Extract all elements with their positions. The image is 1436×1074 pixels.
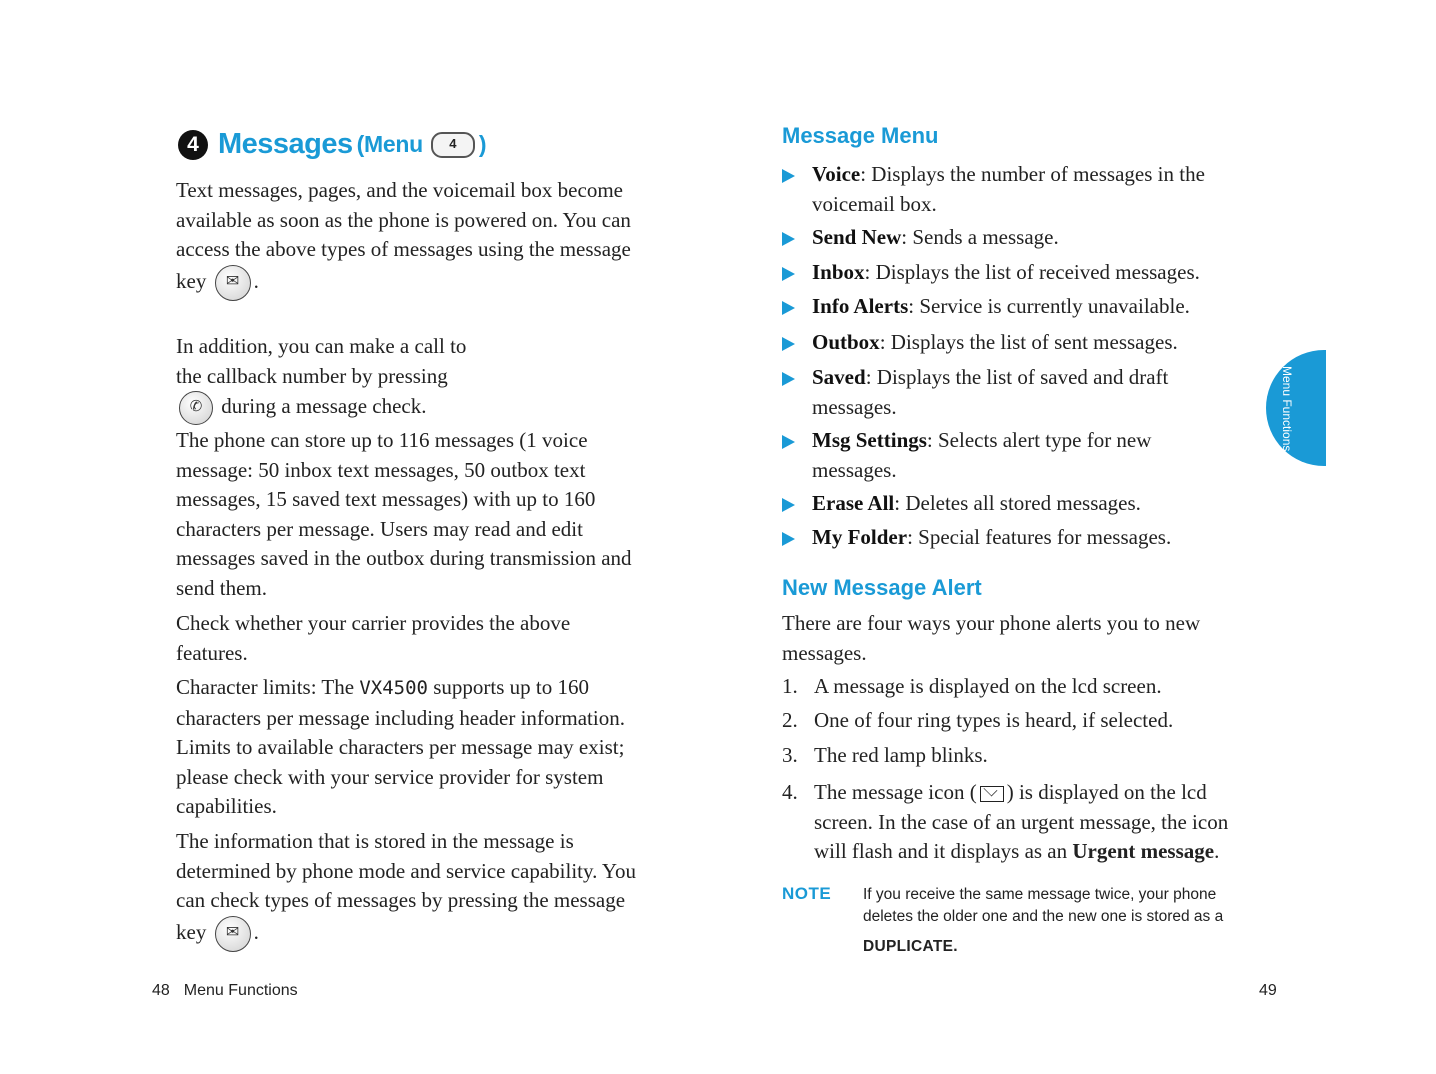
side-tab-label: Menu Functions <box>1280 366 1294 452</box>
message-key-icon: ✉ <box>215 916 251 952</box>
carrier-paragraph: Check whether your carrier provides the above features. <box>176 611 571 665</box>
alert-text: A message is displayed on the lcd screen. <box>814 674 1162 698</box>
bullet-arrow-icon <box>782 337 795 351</box>
message-key-icon: ✉ <box>215 265 251 301</box>
info-paragraph <box>176 827 656 952</box>
character-limits-paragraph <box>176 673 656 822</box>
bullet-arrow-icon <box>782 532 795 546</box>
item-desc: : Selects alert type for new messages. <box>812 428 1152 482</box>
alert-number: 4. <box>782 780 798 804</box>
item-term: Msg Settings <box>812 428 927 452</box>
bullet-arrow-icon <box>782 267 795 281</box>
bullet-arrow-icon <box>782 435 795 449</box>
list-item <box>782 223 1252 253</box>
alert-number: 1. <box>782 674 798 698</box>
bullet-arrow-icon <box>782 301 795 315</box>
side-tab <box>1266 350 1326 466</box>
info-end: . <box>253 919 259 944</box>
bullet-arrow-icon <box>782 498 795 512</box>
alert-intro: There are four ways your phone alerts you to new messages. <box>782 611 1201 665</box>
item-term: My Folder <box>812 525 908 549</box>
item-desc: : Displays the number of messages in the voicemail box. <box>812 162 1205 216</box>
item-term: Info Alerts <box>812 294 909 318</box>
page-number: 49 <box>1259 982 1277 999</box>
callback-paragraph <box>176 332 476 425</box>
alert-item <box>782 778 1262 867</box>
footer-left <box>152 982 298 1000</box>
alert-number: 2. <box>782 708 798 732</box>
list-item <box>782 363 1202 422</box>
alert-text: The red lamp blinks. <box>814 743 988 767</box>
list-item <box>782 292 1252 322</box>
send-key-icon: ✆ <box>179 391 213 425</box>
item-term: Outbox <box>812 330 880 354</box>
list-item <box>782 328 1252 358</box>
item-term: Erase All <box>812 491 895 515</box>
alert-item <box>782 706 1262 736</box>
section-number-badge: 4 <box>178 130 208 160</box>
envelope-icon <box>980 786 1004 802</box>
page-number: 48 <box>152 982 170 999</box>
list-item <box>782 523 1252 553</box>
char-limits-text: Character limits: The <box>176 675 355 699</box>
char-limits-text-end: supports up to 160 characters per message including header information. Limits to available characters per message may exist; please check with your service provider for system capabilities. <box>176 675 625 818</box>
note-text <box>863 884 1243 958</box>
note-label: NOTE <box>782 884 832 903</box>
callback-text-end: during a message check. <box>221 393 427 418</box>
new-message-alert-title: New Message Alert <box>782 575 982 600</box>
model-name: VX4500 <box>359 677 428 699</box>
alert-item <box>782 741 1262 771</box>
bullet-arrow-icon <box>782 232 795 246</box>
item-desc: : Special features for messages. <box>907 525 1172 549</box>
item-desc: : Deletes all stored messages. <box>894 491 1141 515</box>
item-desc: : Sends a message. <box>901 225 1059 249</box>
item-desc: : Displays the list of received messages. <box>864 260 1200 284</box>
alert-text-cont: ) is displayed on the lcd screen. In the case of an urgent message, the icon will flash and it displays as an <box>814 780 1229 863</box>
list-item <box>782 426 1202 485</box>
menu-label: (Menu <box>356 131 423 157</box>
item-term: Send New <box>812 225 902 249</box>
callback-text: In addition, you can make a call to the callback number by pressing <box>176 334 467 388</box>
intro-text: Text messages, pages, and the voicemail box become available as soon as the phone is powered on. You can access the above types of messages using the message key <box>176 178 631 293</box>
bullet-arrow-icon <box>782 169 795 183</box>
alert-item <box>782 672 1262 702</box>
item-desc: : Displays the list of sent messages. <box>879 330 1178 354</box>
item-term: Voice <box>812 162 861 186</box>
alert-text-end: . <box>1214 839 1220 863</box>
info-text: The information that is stored in the message is determined by phone mode and service capability. You can check types of messages by pressing the message key <box>176 829 636 944</box>
menu-label-close: ) <box>478 131 487 157</box>
note-body: If you receive the same message twice, your phone deletes the older one and the new one is stored as a <box>863 886 1224 925</box>
list-item <box>782 258 1252 288</box>
alert-number: 3. <box>782 743 798 767</box>
item-desc: : Displays the list of saved and draft messages. <box>812 365 1169 419</box>
alert-text: The message icon ( <box>814 780 977 804</box>
urgent-message-label: Urgent message <box>1072 839 1215 863</box>
alert-text: One of four ring types is heard, if selected. <box>814 708 1174 732</box>
item-desc: : Service is currently unavailable. <box>908 294 1190 318</box>
intro-paragraph <box>176 176 666 301</box>
page-title: Messages <box>218 128 353 160</box>
list-item <box>782 489 1252 519</box>
footer-label: Menu Functions <box>183 982 298 999</box>
bullet-arrow-icon <box>782 372 795 386</box>
list-item <box>782 160 1252 219</box>
section-heading <box>178 128 487 161</box>
storage-paragraph: The phone can store up to 116 messages (1 voice message: 50 inbox text messages, 50 outbox text messages, 15 saved text messages) with up to 160 characters per message. Users may read and edit messages saved in the outbox during transmission and send them. <box>176 428 632 600</box>
item-term: Inbox <box>812 260 865 284</box>
item-term: Saved <box>812 365 866 389</box>
intro-end: . <box>253 268 259 293</box>
menu-key-4-icon: 4 <box>431 132 475 158</box>
note-duplicate: DUPLICATE. <box>863 938 958 955</box>
message-menu-title: Message Menu <box>782 123 939 148</box>
